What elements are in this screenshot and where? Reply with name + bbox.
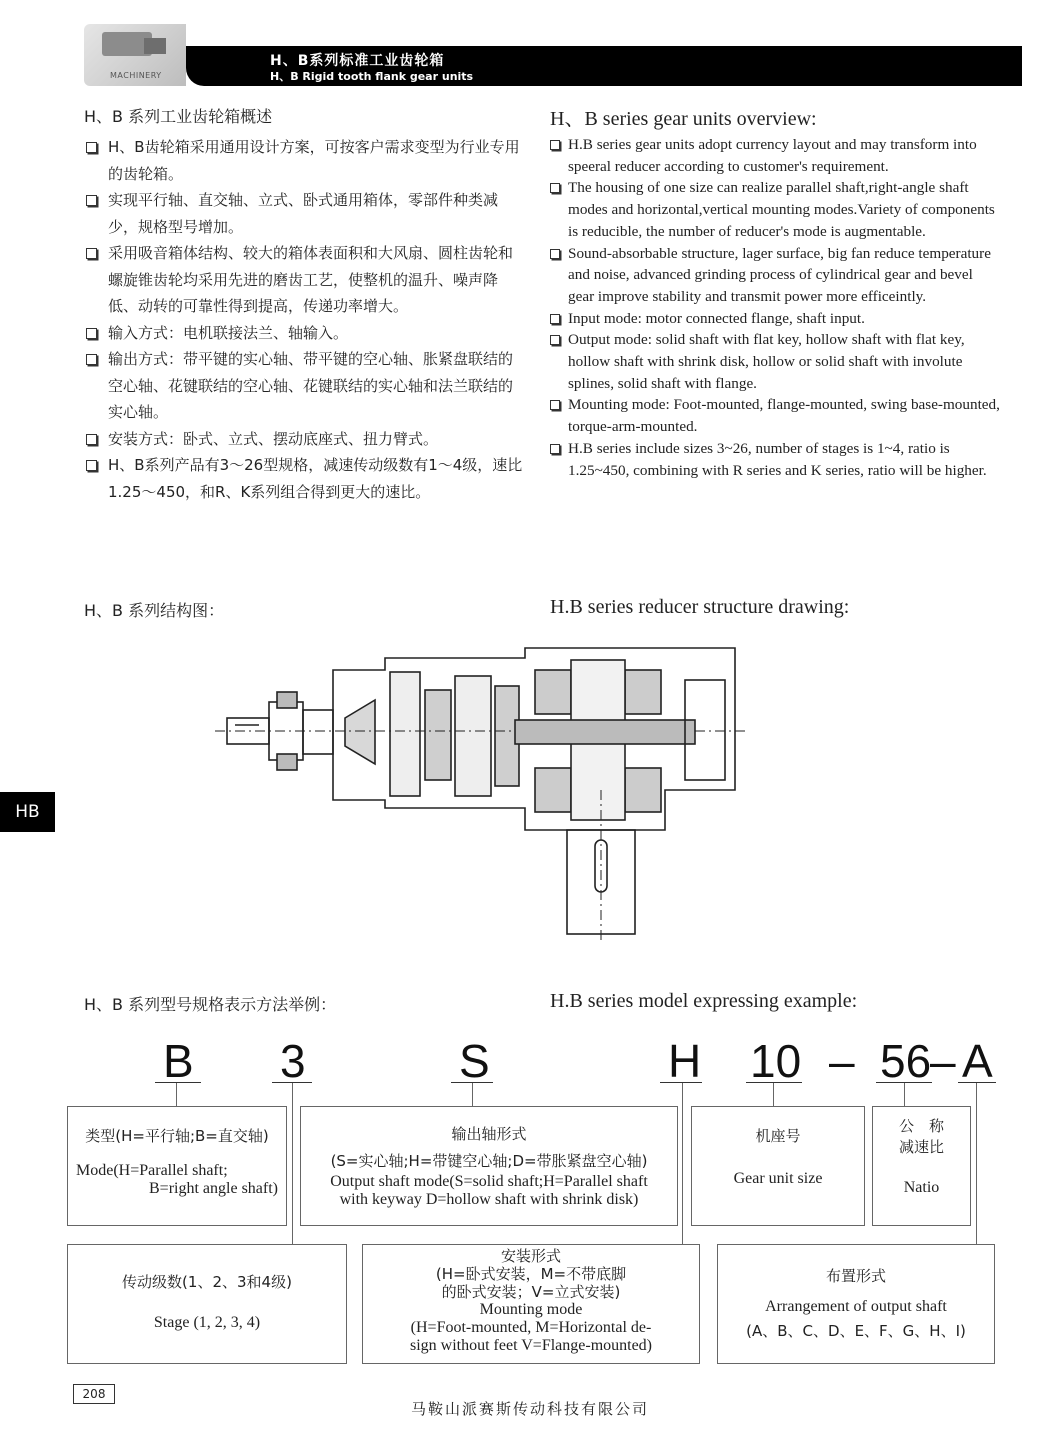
overview-list-en bbox=[550, 134, 1000, 481]
box-gear-unit-size: 机座号 Gear unit size bbox=[691, 1106, 865, 1226]
bevel-pinion bbox=[345, 700, 375, 764]
gearbox-thumbnail-motor bbox=[144, 38, 166, 54]
checkbox-bullet-icon bbox=[550, 400, 560, 410]
code-arrangement: A bbox=[962, 1035, 993, 1087]
underline bbox=[660, 1082, 702, 1083]
connector bbox=[976, 1083, 977, 1244]
structure-title-cn: H、B 系列结构图： bbox=[84, 601, 225, 620]
gearbox-structure-drawing bbox=[215, 640, 745, 940]
connector bbox=[682, 1083, 683, 1244]
list-item: Input mode: motor connected flange, shaft input. bbox=[550, 308, 1000, 330]
overview-list-cn bbox=[84, 134, 524, 505]
code-stage: 3 bbox=[280, 1035, 306, 1087]
checkbox-bullet-icon bbox=[550, 140, 560, 150]
header-title-en: H、B Rigid tooth flank gear units bbox=[270, 70, 474, 83]
code-type: B bbox=[163, 1035, 194, 1087]
checkbox-bullet-icon bbox=[86, 328, 97, 339]
list-item: H、B系列产品有3～26型规格，减速传动级数有1～4级，速比1.25～450，和R、K系列组合得到更大的速比。 bbox=[84, 452, 524, 505]
list-item: 安装方式：卧式、立式、摆动底座式、扭力臂式。 bbox=[84, 426, 524, 453]
checkbox-bullet-icon bbox=[86, 195, 97, 206]
code-ratio: 56 bbox=[880, 1035, 932, 1087]
code-dash-1: – bbox=[829, 1035, 855, 1087]
underline bbox=[958, 1082, 996, 1083]
code-mounting: H bbox=[668, 1035, 702, 1087]
connector bbox=[472, 1083, 473, 1106]
list-item: 采用吸音箱体结构、较大的箱体表面积和大风扇、圆柱齿轮和螺旋锥齿轮均采用先进的磨齿工艺，使整机的温升、噪声降低、动转的可靠性得到提高，传递功率增大。 bbox=[84, 240, 524, 320]
list-item: Sound-absorbable structure, lager surface, big fan reduce temperature and noise, advanced grinding process of cylindrical gear and bevel gear improve stability and transmit power more efficeintly. bbox=[550, 243, 1000, 308]
list-item: 输入方式：电机联接法兰、轴输入。 bbox=[84, 320, 524, 347]
overview-title-cn: H、B 系列工业齿轮箱概述 bbox=[84, 107, 273, 126]
checkbox-bullet-icon bbox=[550, 335, 560, 345]
box-stage: 传动级数(1、2、3和4级) Stage (1, 2, 3, 4) bbox=[67, 1244, 347, 1364]
model-title-cn: H、B 系列型号规格表示方法举例： bbox=[84, 995, 337, 1014]
connector bbox=[904, 1083, 905, 1106]
checkbox-bullet-icon bbox=[86, 248, 97, 259]
box-mounting-mode: 安装形式 (H=卧式安装，M=不带底脚 的卧式安装；V=立式安装) Mounting mode (H=Foot-mounted, M=Horizontal de- sign without feet V=Flange-mounted) bbox=[362, 1244, 700, 1364]
list-item: 实现平行轴、直交轴、立式、卧式通用箱体，零部件种类减少，规格型号增加。 bbox=[84, 187, 524, 240]
model-title-en: H.B series model expressing example: bbox=[550, 990, 858, 1012]
list-item: Mounting mode: Foot-mounted, flange-mounted, swing base-mounted, torque-arm-mounted. bbox=[550, 394, 1000, 437]
code-output: S bbox=[459, 1035, 490, 1087]
list-item: H.B series gear units adopt currency layout and may transform into speeral reducer according to customer's requirement. bbox=[550, 134, 1000, 177]
checkbox-bullet-icon bbox=[86, 354, 97, 365]
list-item: 输出方式：带平键的实心轴、带平键的空心轴、胀紧盘联结的空心轴、花键联结的空心轴、花键联结的实心轴和法兰联结的实心轴。 bbox=[84, 346, 524, 426]
section-tab: HB bbox=[0, 792, 55, 832]
box-ratio: 公 称 减速比 Natio bbox=[872, 1106, 971, 1226]
structure-title-en: H.B series reducer structure drawing: bbox=[550, 596, 850, 618]
checkbox-bullet-icon bbox=[550, 314, 560, 324]
list-item: H.B series include sizes 3~26, number of stages is 1~4, ratio is 1.25~450, combining with R series and K series, ratio will be higher. bbox=[550, 438, 1000, 481]
checkbox-bullet-icon bbox=[86, 434, 97, 445]
list-item: The housing of one size can realize parallel shaft,right-angle shaft modes and horizontal,vertical mounting modes.Variety of components is reducible, the number of reducer's mode is augmentable. bbox=[550, 177, 1000, 242]
list-item: H、B齿轮箱采用通用设计方案，可按客户需求变型为行业专用的齿轮箱。 bbox=[84, 134, 524, 187]
box-arrangement: 布置形式 Arrangement of output shaft (A、B、C、D、E、F、G、H、I) bbox=[717, 1244, 995, 1364]
page-number: 208 bbox=[73, 1384, 115, 1404]
list-item: Output mode: solid shaft with flat key, hollow shaft with flat key, hollow shaft with shrink disk, hollow or solid shaft with involute splines, solid shaft with flange. bbox=[550, 329, 1000, 394]
checkbox-bullet-icon bbox=[86, 460, 97, 471]
checkbox-bullet-icon bbox=[550, 444, 560, 454]
checkbox-bullet-icon bbox=[550, 183, 560, 193]
output-hollow-shaft bbox=[515, 720, 695, 744]
footer-company: 马鞍山派赛斯传动科技有限公司 bbox=[410, 1400, 649, 1418]
box-type: 类型(H=平行轴;B=直交轴) Mode(H=Parallel shaft; B=right angle shaft) bbox=[67, 1106, 287, 1226]
underline bbox=[746, 1082, 802, 1083]
code-dash-2: – bbox=[930, 1035, 956, 1087]
header-brand: MACHINERY bbox=[110, 71, 162, 80]
checkbox-bullet-icon bbox=[86, 142, 97, 153]
intermediate-shaft-2 bbox=[455, 676, 491, 796]
header-product-image bbox=[84, 24, 186, 86]
code-size: 10 bbox=[750, 1035, 802, 1087]
connector bbox=[176, 1083, 177, 1106]
underline bbox=[155, 1082, 201, 1083]
overview-title-en: H、B series gear units overview: bbox=[550, 108, 817, 130]
intermediate-shaft-1 bbox=[390, 672, 420, 796]
checkbox-bullet-icon bbox=[550, 249, 560, 259]
box-output-shaft: 输出轴形式 (S=实心轴;H=带键空心轴;D=带胀紧盘空心轴) Output shaft mode(S=solid shaft;H=Parallel shaft with keyway D=hollow shaft with shrink disk) bbox=[300, 1106, 678, 1226]
connector bbox=[773, 1083, 774, 1106]
header-title-cn: H、B系列标准工业齿轮箱 bbox=[270, 53, 445, 69]
connector bbox=[292, 1083, 293, 1244]
